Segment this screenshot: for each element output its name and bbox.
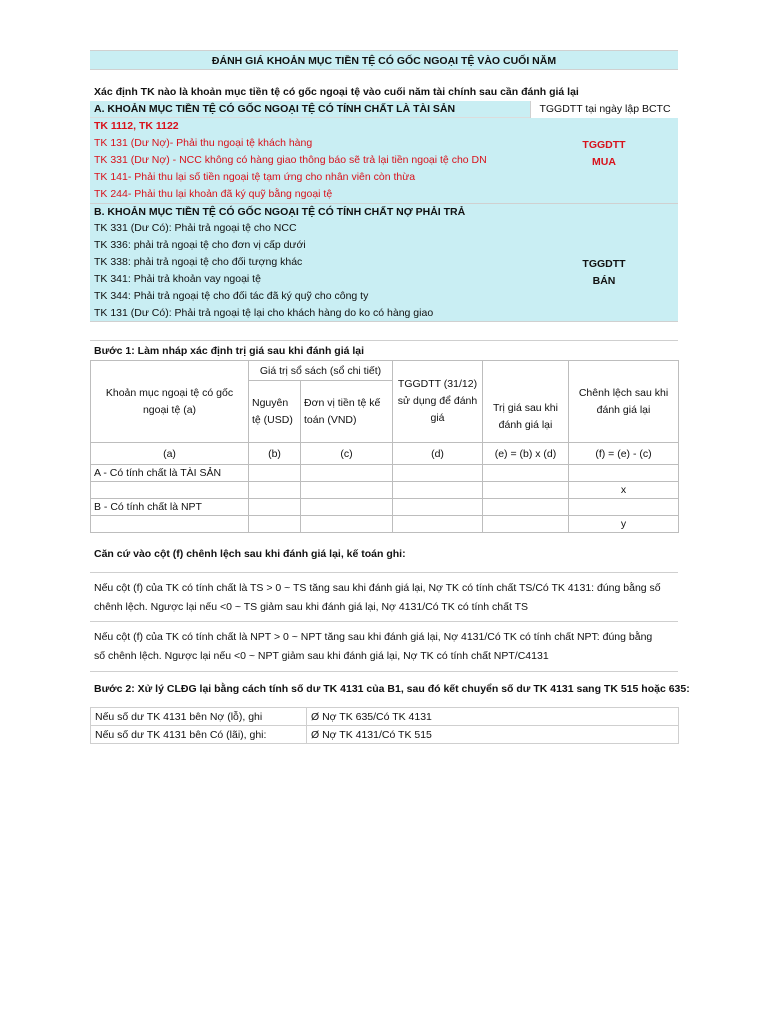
code-cell: (b) [249, 443, 301, 465]
section-b-item: TK 338: phải trả ngoại tệ cho đối tượng khác [94, 256, 303, 268]
section-b-item: TK 331 (Dư Có): Phải trả ngoại tệ cho NCC [94, 222, 297, 234]
row-asset-label: A - Có tính chất là TÀI SẢN [91, 465, 249, 482]
liability-difference-mark: y [569, 516, 679, 533]
header-accounting-currency: Đơn vị tiền tệ kế toán (VND) [301, 381, 393, 443]
basis-heading: Căn cứ vào cột (f) chênh lệch sau khi đánh giá lại, kế toán ghi: [90, 533, 678, 573]
step1-heading: Bước 1: Làm nháp xác định trị giá sau khi đánh giá lại [90, 340, 678, 360]
section-b-header-row [90, 203, 678, 220]
liability-rule-paragraph [90, 621, 678, 671]
code-cell: (f) = (e) - (c) [569, 443, 679, 465]
section-b-item: TK 341: Phải trả khoản vay ngoại tệ [94, 273, 261, 285]
loss-condition: Nếu số dư TK 4131 bên Nợ (lỗ), ghi [91, 708, 307, 726]
section-a-heading: A. KHOẢN MỤC TIỀN TỆ CÓ GỐC NGOẠI TỆ CÓ TÍNH CHẤT LÀ TÀI SẢN [94, 103, 456, 115]
liability-rule-line: Nếu cột (f) của TK có tính chất là NPT > 0 ~ NPT tăng sau khi đánh giá lại, Nợ 4131/Có TK có tính chất NPT: đúng bằng [94, 631, 653, 643]
code-cell: (d) [393, 443, 483, 465]
asset-rule-paragraph [90, 573, 678, 621]
gain-entry: Ø Nợ TK 4131/Có TK 515 [307, 726, 679, 744]
code-cell: (a) [91, 443, 249, 465]
section-b-body [90, 220, 678, 322]
code-cell: (c) [301, 443, 393, 465]
header-account-item: Khoản mục ngoại tệ có gốc ngoại tệ (a) [91, 361, 249, 443]
section-a-item: TK 131 (Dư Nợ)- Phải thu ngoại tệ khách hàng [94, 137, 313, 149]
header-difference: Chênh lệch sau khi đánh giá lại [569, 361, 679, 443]
buy-rate-label: TGGDTT [582, 139, 626, 151]
section-b-heading: B. KHOẢN MỤC TIỀN TỆ CÓ GỐC NGOẠI TỆ CÓ TÍNH CHẤT NỢ PHẢI TRẢ [94, 206, 466, 218]
step2-entries-table [90, 707, 679, 744]
intro-text: Xác định TK nào là khoản mục tiền tệ có gốc ngoại tệ vào cuối năm tài chính sau cần đánh giá lại [94, 86, 579, 98]
section-a-item: TK 244- Phải thu lại khoản đã ký quỹ bằng ngoại tệ [94, 188, 333, 200]
section-b-item: TK 336: phải trả ngoại tệ cho đơn vị cấp dưới [94, 239, 306, 251]
section-b-item: TK 344: Phải trả ngoại tệ cho đối tác đã ký quỹ cho công ty [94, 290, 369, 302]
code-cell: (e) = (b) x (d) [483, 443, 569, 465]
header-revalued-amount: Trị giá sau khi đánh giá lại [483, 361, 569, 443]
buy-rate-sub-label: MUA [592, 156, 616, 168]
header-book-value-group: Giá trị sổ sách (sổ chi tiết) [249, 361, 393, 381]
blank-row [90, 70, 678, 84]
asset-difference-mark: x [569, 482, 679, 499]
step2-heading: Bước 2: Xử lý CLĐG lại bằng cách tính số dư TK 4131 của B1, sau đó kết chuyển số dư TK 4131 sang TK 515 hoặc 635: [90, 671, 678, 707]
loss-entry: Ø Nợ TK 635/Có TK 4131 [307, 708, 679, 726]
section-a-header-row [90, 101, 678, 118]
sell-rate-sub-label: BÁN [592, 275, 616, 287]
rate-column-header: TGGDTT tại ngày lập BCTC [530, 101, 679, 118]
blank-row [90, 322, 678, 340]
row-liability-label: B - Có tính chất là NPT [91, 499, 249, 516]
header-original-currency: Nguyên tệ (USD) [249, 381, 301, 443]
section-a-item: TK 1112, TK 1122 [94, 120, 179, 132]
section-b-item: TK 131 (Dư Có): Phải trả ngoại tệ lại cho khách hàng do ko có hàng giao [94, 307, 434, 319]
asset-rule-line: Nếu cột (f) của TK có tính chất là TS > 0 ~ TS tăng sau khi đánh giá lại, Nợ TK có tính chất TS/Có TK 4131: đúng bằng số [94, 582, 661, 594]
spreadsheet-page [90, 50, 690, 744]
section-a-body [90, 118, 678, 203]
header-exchange-rate: TGGDTT (31/12) sử dụng để đánh giá [393, 361, 483, 443]
asset-rule-line: chênh lệch. Ngược lại nếu <0 ~ TS giảm sau khi đánh giá lại, Nợ 4131/Có TK có tính chất TS [94, 601, 529, 613]
gain-condition: Nếu số dư TK 4131 bên Có (lãi), ghi: [91, 726, 307, 744]
liability-rule-line: số chênh lệch. Ngược lại nếu <0 ~ NPT giảm sau khi đánh giá lại, Nợ TK có tính chất NPT/C4131 [94, 650, 549, 662]
section-a-item: TK 331 (Dư Nợ) - NCC không có hàng giao thông báo sẽ trả lại tiền ngoại tệ cho DN [94, 154, 487, 166]
revaluation-table [90, 360, 679, 533]
sell-rate-label: TGGDTT [582, 258, 626, 270]
page-title: ĐÁNH GIÁ KHOẢN MỤC TIỀN TỆ CÓ GỐC NGOẠI TỆ VÀO CUỐI NĂM [90, 50, 678, 70]
section-a-item: TK 141- Phải thu lại số tiền ngoại tệ tạm ứng cho nhân viên còn thừa [94, 171, 416, 183]
